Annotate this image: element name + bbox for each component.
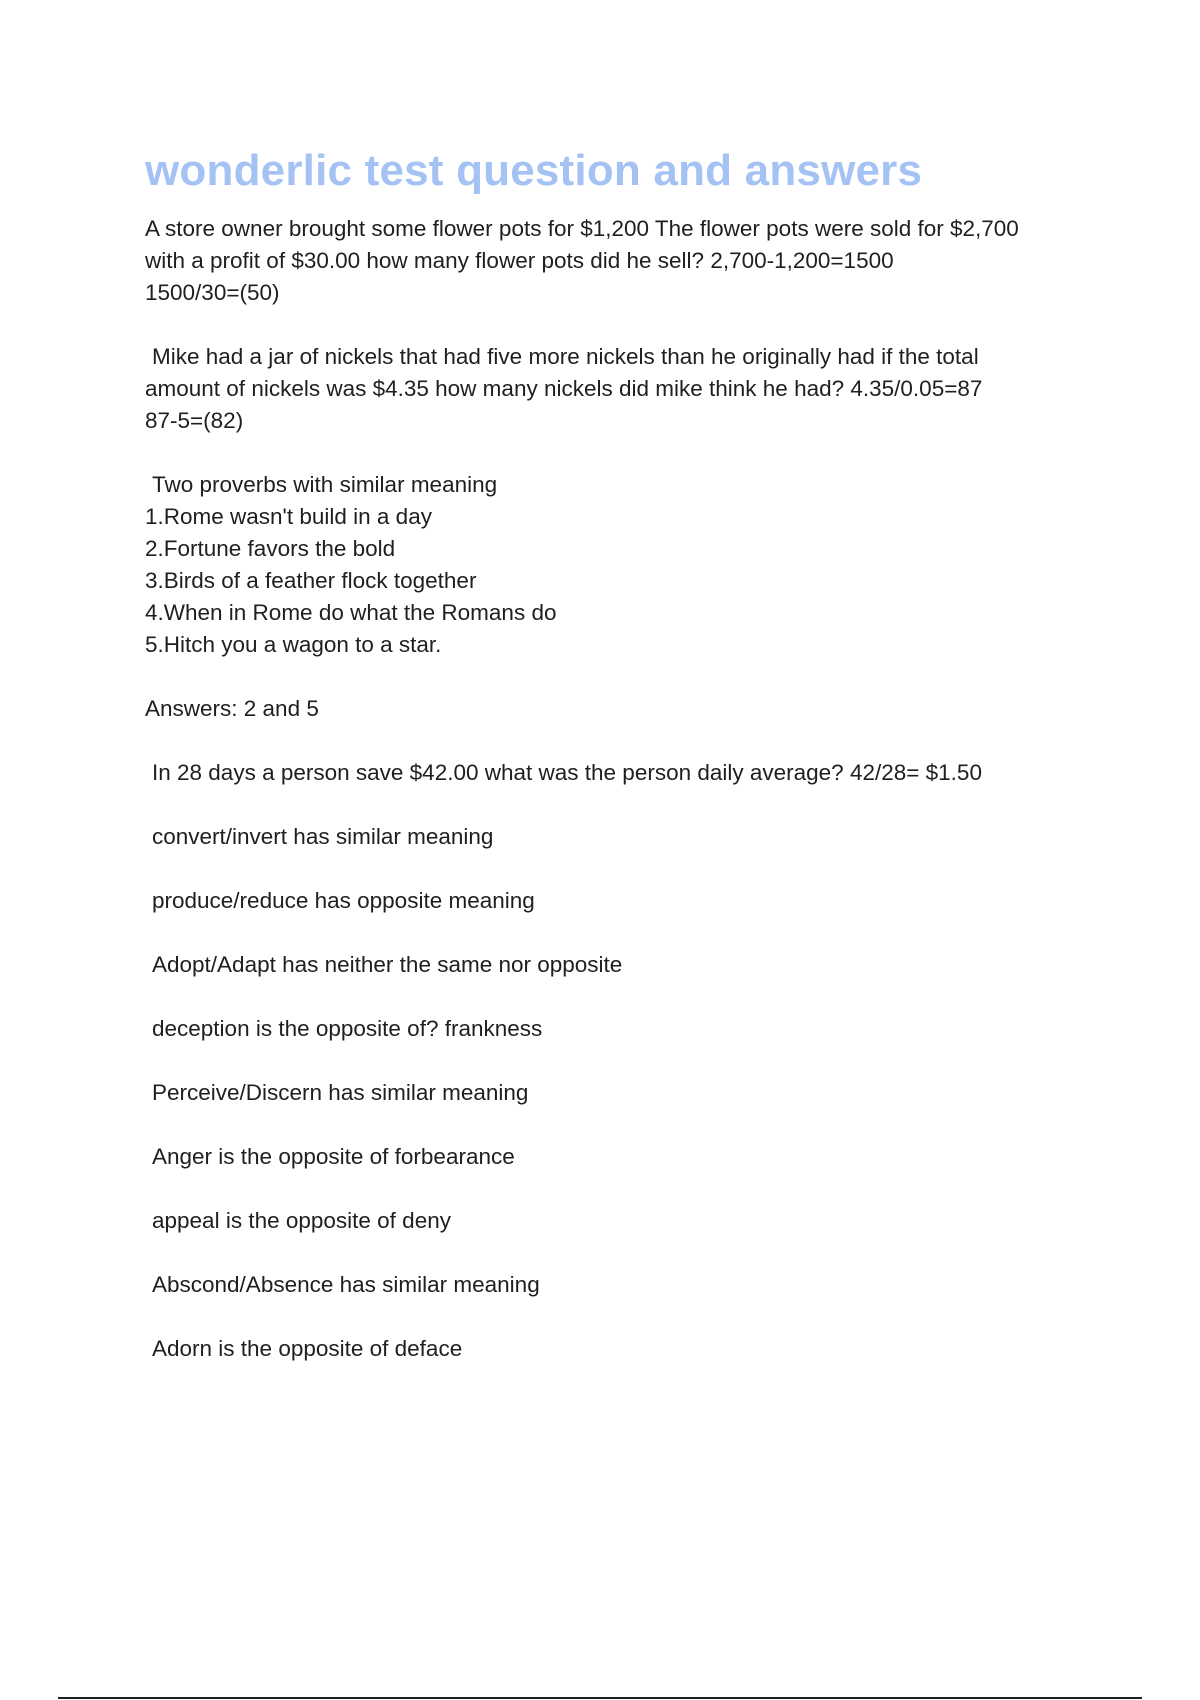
proverb-item: 1.Rome wasn't build in a day xyxy=(145,504,432,529)
footer-divider xyxy=(58,1697,1142,1699)
text-line: with a profit of $30.00 how many flower pots did he sell? 2,700-1,200=1500 xyxy=(145,248,894,273)
text-line: Adopt/Adapt has neither the same nor opposite xyxy=(152,952,623,977)
text-line: A store owner brought some flower pots for $1,200 The flower pots were sold for $2,700 xyxy=(145,216,1019,241)
proverb-item: 5.Hitch you a wagon to a star. xyxy=(145,632,442,657)
question-daily-average xyxy=(145,757,1105,789)
document-title: wonderlic test question and answers xyxy=(145,146,923,195)
question-proverbs xyxy=(145,469,1105,661)
proverbs-answer xyxy=(145,693,1105,725)
text-line: Answers: 2 and 5 xyxy=(145,696,319,721)
word-pair xyxy=(145,821,1105,853)
question-nickels xyxy=(145,341,1105,437)
text-line: Anger is the opposite of forbearance xyxy=(152,1144,515,1169)
word-pair xyxy=(145,1141,1105,1173)
text-line: amount of nickels was $4.35 how many nickels did mike think he had? 4.35/0.05=87 xyxy=(145,376,983,401)
proverb-item: 2.Fortune favors the bold xyxy=(145,536,396,561)
text-line: deception is the opposite of? frankness xyxy=(152,1016,543,1041)
text-line: 87-5=(82) xyxy=(145,408,244,433)
word-pair xyxy=(145,1205,1105,1237)
word-pair xyxy=(145,1269,1105,1301)
text-line: produce/reduce has opposite meaning xyxy=(152,888,535,913)
text-line: appeal is the opposite of deny xyxy=(152,1208,451,1233)
text-line: In 28 days a person save $42.00 what was the person daily average? 42/28= $1.50 xyxy=(152,760,982,785)
proverb-item: 4.When in Rome do what the Romans do xyxy=(145,600,557,625)
text-line: Adorn is the opposite of deface xyxy=(152,1336,463,1361)
question-flower-pots xyxy=(145,213,1105,309)
text-line: 1500/30=(50) xyxy=(145,280,280,305)
word-pair xyxy=(145,1013,1105,1045)
word-pair xyxy=(145,885,1105,917)
text-line: convert/invert has similar meaning xyxy=(152,824,494,849)
text-line: Mike had a jar of nickels that had five more nickels than he originally had if the total xyxy=(152,344,979,369)
proverbs-heading: Two proverbs with similar meaning xyxy=(152,472,498,497)
document-body xyxy=(145,213,1105,1397)
proverb-item: 3.Birds of a feather flock together xyxy=(145,568,477,593)
text-line: Abscond/Absence has similar meaning xyxy=(152,1272,540,1297)
text-line: Perceive/Discern has similar meaning xyxy=(152,1080,529,1105)
word-pair xyxy=(145,949,1105,981)
word-pair xyxy=(145,1333,1105,1365)
word-pair xyxy=(145,1077,1105,1109)
